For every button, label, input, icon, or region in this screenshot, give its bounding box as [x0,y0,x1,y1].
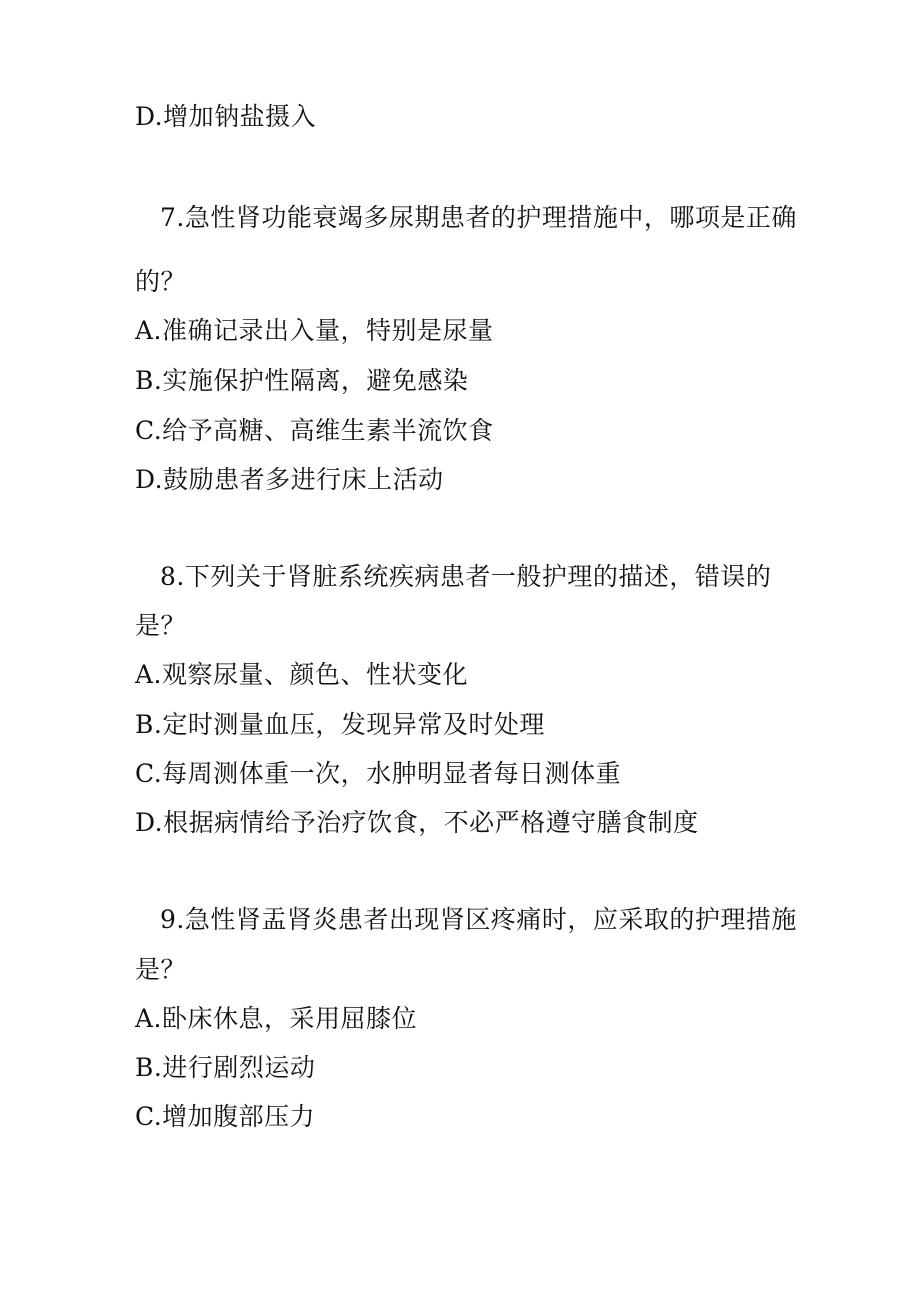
question-7-option-a: A.准确记录出入量，特别是尿量 [135,316,494,345]
question-7-option-d: D.鼓励患者多进行床上活动 [135,465,444,494]
question-8-option-b: B.定时测量血压，发现异常及时处理 [135,710,545,739]
question-8-stem-line1: 8.下列关于肾脏系统疾病患者一般护理的描述，错误的 [160,562,772,591]
question-7-stem-line1: 7.急性肾功能衰竭多尿期患者的护理措施中，哪项是正确 [160,203,797,232]
question-9-option-b: B.进行剧烈运动 [135,1053,316,1082]
question-7-option-b: B.实施保护性隔离，避免感染 [135,366,469,395]
question-9-option-a: A.卧床休息，采用屈膝位 [135,1004,418,1033]
question-8-option-d: D.根据病情给予治疗饮食，不必严格遵守膳食制度 [135,808,699,837]
question-9-stem-line1: 9.急性肾盂肾炎患者出现肾区疼痛时，应采取的护理措施 [160,905,797,934]
question-8-option-c: C.每周测体重一次，水肿明显者每日测体重 [135,759,622,788]
question-8-option-a: A.观察尿量、颜色、性状变化 [135,660,469,689]
question-9-stem-line2: 是？ [135,955,187,984]
prev-question-option-d: D.增加钠盐摄入 [135,102,317,131]
question-9-option-c: C.增加腹部压力 [135,1102,316,1131]
question-7-option-c: C.给予高糖、高维生素半流饮食 [135,416,494,445]
question-7-stem-line2: 的？ [135,267,187,296]
question-8-stem-line2: 是？ [135,611,187,640]
